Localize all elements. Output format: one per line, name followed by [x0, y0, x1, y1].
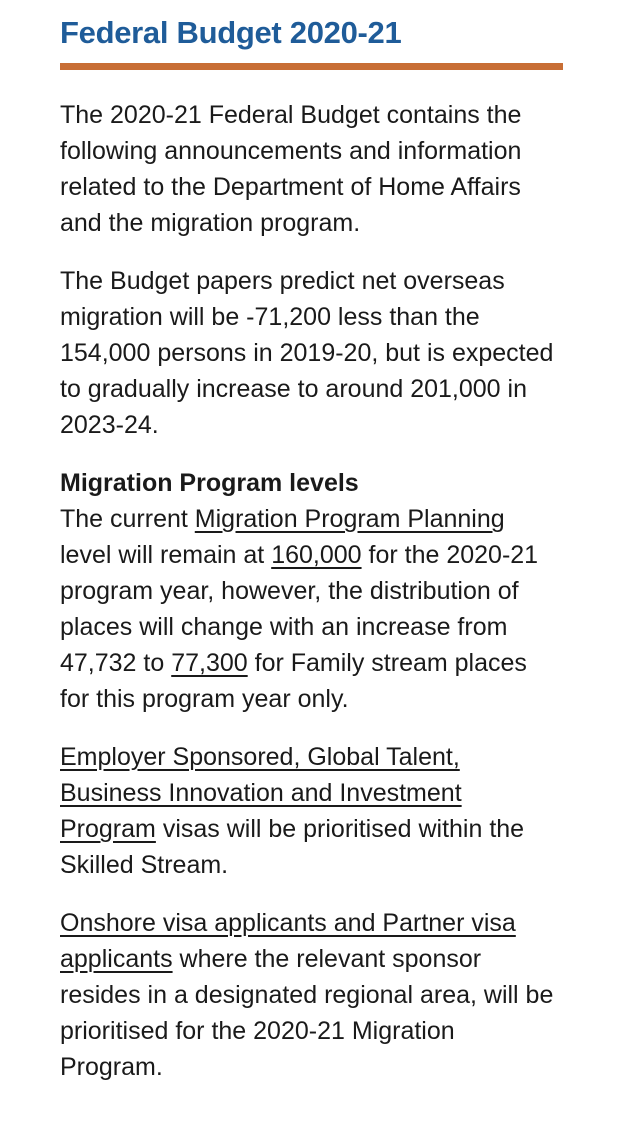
skilled-stream-paragraph — [60, 739, 563, 883]
text-segment: visas will be prioritised within the Skilled Stream. — [60, 815, 525, 879]
text-segment: The current — [60, 505, 195, 533]
page-title: Federal Budget 2020-21 — [60, 15, 402, 50]
text-segment: for Family stream places for this program year only. — [60, 649, 527, 713]
onshore-partner-applicants-link[interactable]: Onshore visa applicants and Partner visa applicants — [60, 909, 516, 973]
planning-level-paragraph — [60, 501, 563, 717]
planning-level-160000-link[interactable]: 160,000 — [271, 541, 362, 569]
text-segment: where the relevant sponsor resides in a designated regional area, will be prioritised for the 2020-21 Migration Program. — [60, 945, 554, 1081]
text-segment: for the 2020-21 program year, however, the distribution of places will change with an increase from 47,732 to — [60, 541, 539, 677]
title-divider — [60, 63, 563, 70]
migration-program-levels-heading: Migration Program levels — [60, 469, 359, 497]
text-segment: level will remain at — [60, 541, 272, 569]
intro-paragraph: The 2020-21 Federal Budget contains the following announcements and information related to the Department of Home Affairs and the migration program. — [60, 101, 522, 237]
skilled-visa-programs-link[interactable]: Employer Sponsored, Global Talent, Business Innovation and Investment Program — [60, 743, 462, 843]
forecast-paragraph: The Budget papers predict net overseas migration will be -71,200 less than the 154,000 persons in 2019-20, but is expected to gradually increase to around 201,000 in 2023-24. — [60, 267, 554, 439]
onshore-applicants-paragraph — [60, 905, 563, 1085]
family-places-77300-link[interactable]: 77,300 — [171, 649, 248, 677]
migration-program-planning-link[interactable]: Migration Program Planning — [194, 505, 505, 533]
